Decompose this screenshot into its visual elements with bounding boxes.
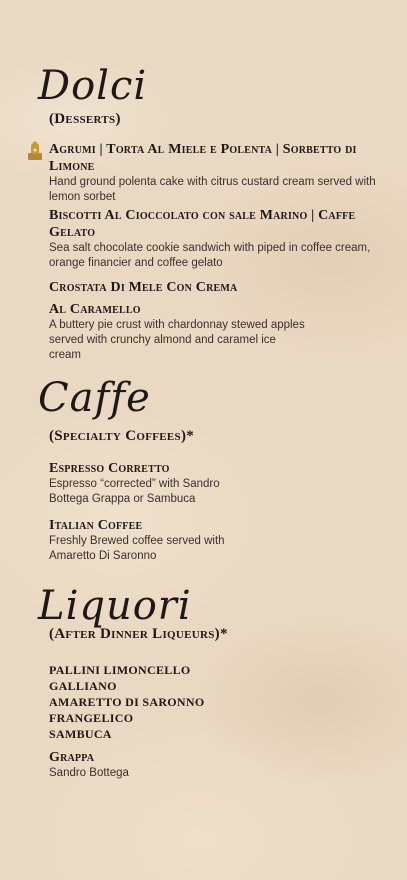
liqueur-item: GALLIANO (49, 679, 117, 693)
dessert-desc: Hand ground polenta cake with citrus custard cream served with lemon sorbet (49, 176, 376, 203)
dessert-title-line2: Al Caramello (49, 302, 141, 317)
caffe-subheading: (Specialty Coffees)* (49, 428, 195, 444)
dessert-desc: A buttery pie crust with chardonnay stewed apples served with crunchy almond and caramel ice cream (49, 319, 305, 361)
dolci-subheading: (Desserts) (49, 111, 121, 127)
coffee-desc: Espresso “corrected” with Sandro Bottega Grappa or Sambuca (49, 478, 220, 505)
dessert-desc: Sea salt chocolate cookie sandwich with piped in coffee cream, orange financier and coffee gelato (49, 242, 371, 269)
liqueur-item: SAMBUCA (49, 727, 112, 741)
chef-hat-icon (27, 141, 43, 161)
grappa-item (49, 749, 379, 781)
dessert-title: Biscotti Al Cioccolato con sale Marino | Caffe Gelato (49, 208, 356, 240)
liqueur-item: FRANGELICO (49, 711, 134, 725)
dolci-script-heading: Dolci (38, 63, 148, 109)
dessert-item-crostata (49, 279, 379, 363)
dessert-title: Crostata Di Mele Con Crema (49, 280, 238, 295)
grappa-desc: Sandro Bottega (49, 767, 129, 779)
liquori-script-heading: Liquori (38, 583, 192, 629)
coffee-title: Espresso Corretto (49, 461, 170, 476)
coffee-desc: Freshly Brewed coffee served with Amaretto Di Saronno (49, 535, 225, 562)
dessert-item-agrumi (49, 141, 379, 205)
caffe-script-heading: Caffe (38, 375, 151, 421)
liquori-subheading: (After Dinner Liqueurs)* (49, 626, 228, 642)
coffee-item-italian (49, 517, 379, 564)
dessert-item-biscotti (49, 207, 379, 271)
grappa-title: Grappa (49, 750, 95, 765)
liqueur-item: PALLINI LIMONCELLO (49, 663, 191, 677)
coffee-title: Italian Coffee (49, 518, 143, 533)
coffee-item-espresso (49, 460, 379, 507)
liqueur-list (49, 662, 205, 742)
dessert-title: Agrumi | Torta Al Miele e Polenta | Sorbetto di Limone (49, 142, 357, 174)
liqueur-item: AMARETTO DI SARONNO (49, 695, 205, 709)
